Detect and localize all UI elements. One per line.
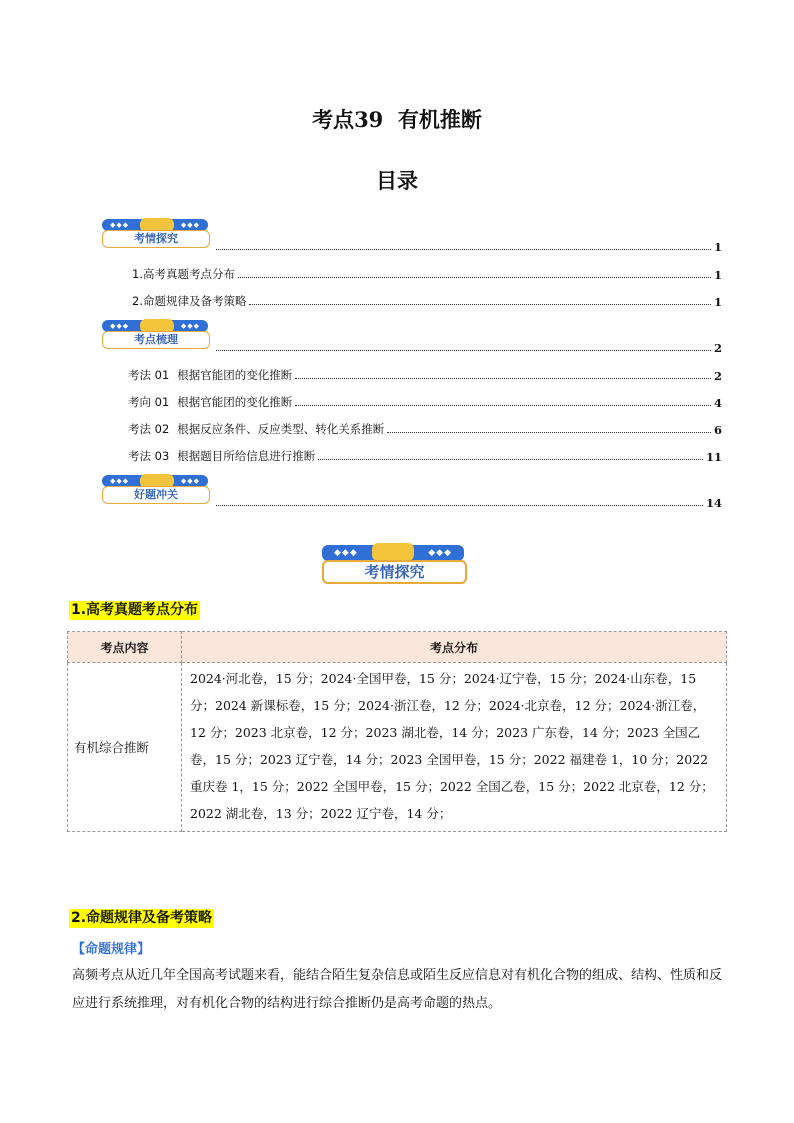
toc-label: 根据题目所给信息进行推断	[177, 449, 316, 463]
title-prefix: 考点	[312, 108, 355, 132]
table-cell-distribution: 2024·河北卷，15 分；2024·全国甲卷，15 分；2024·辽宁卷，15 分；2024·山东卷，15 分；2024 新课标卷，15 分；2024·浙江卷，12 分；2024·北京卷，12 分；2024·浙江卷，12 分；2023 北京卷，12 分；2023 湖北卷，14 分；2023 广东卷，14 分；2023 全国乙卷，15 分；2023 辽宁卷，14 分；2023 全国甲卷，15 分；2022 福建卷 1，10 分；2022 重庆卷 1，15 分；2022 全国甲卷，15 分；2022 全国乙卷，15 分；2022 北京卷，12 分；2022 湖北卷，13 分；2022 辽宁卷，14 分；	[182, 663, 727, 832]
toc-code: 考法 01	[128, 368, 170, 382]
ornament-right-icon: ◆◆◆	[180, 477, 200, 485]
ornament-left-icon: ◆◆◆	[110, 221, 130, 229]
body-paragraph: 高频考点从近几年全国高考试题来看，能结合陌生复杂信息或陌生反应信息对有机化合物的组成、结构、性质和反应进行系统推理，对有机化合物的结构进行综合推断仍是高考命题的热点。	[72, 968, 723, 1011]
exam-distribution-table	[67, 631, 727, 832]
toc-page: 1	[713, 268, 722, 282]
table-header-distribution: 考点分布	[182, 632, 727, 663]
toc-page: 1	[713, 295, 722, 309]
title-number: 39	[354, 107, 384, 132]
toc-item-5[interactable]	[128, 421, 722, 437]
toc-heading: 目录	[376, 169, 418, 193]
ornament-right-icon: ◆◆◆	[180, 322, 200, 330]
badge-label: 好题冲关	[102, 486, 210, 504]
table-header-row	[68, 632, 727, 663]
badge-kaodian-toc	[102, 320, 212, 350]
badge-haoti-toc	[102, 475, 212, 505]
toc-leader	[216, 504, 703, 506]
toc-leader	[318, 458, 703, 460]
toc-leader	[387, 431, 711, 433]
subheading-rule: 【命题规律】	[72, 942, 151, 957]
toc-leader	[216, 248, 711, 250]
toc-label: 1.高考真题考点分布	[132, 267, 235, 281]
toc-item-2[interactable]	[132, 293, 722, 309]
badge-label: 考情探究	[102, 230, 210, 248]
badge-label: 考点梳理	[102, 331, 210, 349]
toc-item-4[interactable]	[128, 394, 722, 410]
ornament-left-icon: ◆◆◆	[110, 477, 130, 485]
toc-page: 4	[713, 396, 722, 410]
toc-section-2[interactable]	[216, 341, 722, 355]
section-heading-2: 2.命题规律及备考策略	[71, 910, 213, 926]
toc-section-1[interactable]	[216, 240, 722, 254]
badge-bump	[372, 543, 414, 561]
badge-kaoqing-toc	[102, 219, 212, 249]
toc-code: 考法 02	[128, 422, 170, 436]
ornament-right-icon: ◆◆◆	[428, 548, 452, 558]
toc-page: 2	[713, 369, 722, 383]
table-row	[68, 663, 727, 832]
toc-item-1[interactable]	[132, 266, 722, 282]
toc-leader	[295, 377, 711, 379]
toc-leader	[238, 276, 711, 278]
toc-label: 2.命题规律及备考策略	[132, 294, 247, 308]
ornament-right-icon: ◆◆◆	[180, 221, 200, 229]
toc-page: 1	[713, 240, 722, 254]
toc-code: 考向 01	[128, 395, 170, 409]
toc-page: 2	[713, 341, 722, 355]
table-cell-category: 有机综合推断	[68, 663, 182, 832]
toc-label: 根据官能团的变化推断	[177, 395, 293, 409]
toc-page: 14	[705, 496, 722, 510]
ornament-left-icon: ◆◆◆	[334, 548, 358, 558]
toc-leader	[295, 404, 711, 406]
toc-code: 考法 03	[128, 449, 170, 463]
toc-item-6[interactable]	[128, 448, 722, 464]
badge-kaoqing-main	[322, 545, 468, 585]
badge-label: 考情探究	[322, 560, 467, 584]
toc-page: 11	[705, 450, 722, 464]
toc-leader	[216, 349, 711, 351]
document-title	[0, 104, 794, 134]
toc-section-3[interactable]	[216, 496, 722, 510]
toc-label: 根据反应条件、反应类型、转化关系推断	[177, 422, 385, 436]
table-header-category: 考点内容	[68, 632, 182, 663]
toc-item-3[interactable]	[128, 367, 722, 383]
toc-page: 6	[713, 423, 722, 437]
toc-label: 根据官能团的变化推断	[177, 368, 293, 382]
title-suffix: 有机推断	[397, 108, 482, 132]
ornament-left-icon: ◆◆◆	[110, 322, 130, 330]
toc-leader	[249, 303, 711, 305]
section-heading-1: 1.高考真题考点分布	[71, 602, 199, 618]
